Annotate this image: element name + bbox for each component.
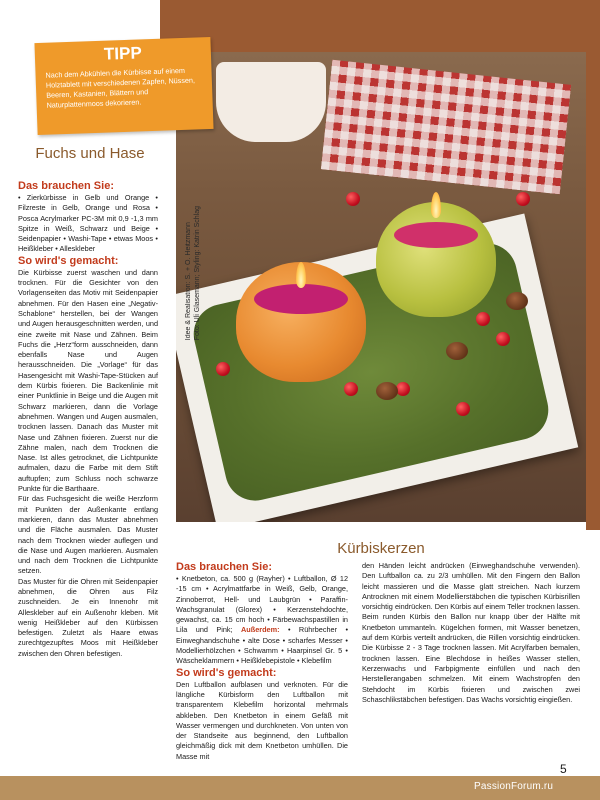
berry	[476, 312, 490, 326]
chestnut	[506, 292, 528, 310]
berry	[516, 192, 530, 206]
materials-text: • Knetbeton, ca. 500 g (Rayher) • Luftballon, Ø 12 -15 cm • Acrylmattfarbe in Weiß, Gelb, Orange, Zinnoberrot, Hell- und Laubgrün • Paraffin-Wachsgranulat (Glorex) • Kerzenstehdochte, gewachst, ca. 15 cm hoch • Färbewachspastillen in Lila und Pink; Außerdem: • Rührbecher • Einweghandschuhe • alte Dose • scharfes Messer • Modellierhölzchen • Schwamm • Haarpinsel Gr. 5 • Wäscheklammern • Heißklebepistole • Klebefilm	[176, 574, 349, 666]
candle-flame	[431, 192, 441, 218]
materials-heading: Das brauchen Sie:	[18, 180, 114, 192]
berry	[496, 332, 510, 346]
photo-credit: Idee & Realisation: S. + O. Heitzmann Foto: Uli Glasemann; Styling: Katrin Schlag	[185, 206, 201, 341]
photo-candles	[176, 52, 586, 522]
candle-wax	[254, 284, 348, 314]
howto-text: Den Luftballon aufblasen und verknoten. Für die längliche Kürbisform den Luftballon mit transparentem Klebefilm horizontal mehrmals abkleben. Den Knetbeton in einem Gefäß mit Wasser vermengen und durchkneten. Von unten von der Standseite aus beginnend, den Luftballon gleichmäßig dick mit dem Knetbeton umhüllen. Die Masse mit	[176, 679, 348, 761]
photo-tablecloth	[321, 60, 571, 194]
tip-box	[34, 37, 213, 135]
berry	[396, 382, 410, 396]
howto-text: den Händen leicht andrücken (Einweghandschuhe verwenden). Den Luftballon ca. zu 2/3 umhüllen. Mit den Fingern den Ballon leicht massieren und die Masse glatt streichen. Nach kurzem Antrocknen mit einem Modellierstäbchen die typischen Kürbisrillen vorsichtig eindrücken. Den Kürbis auf einem Teller trocknen lassen. Beim runden Kürbis den Ballon nur knapp über der Hälfte mit Knetbeton ummanteln. Kügelchen formen, mit Wasser benetzen, auf dem Kürbis verteilt andrücken, die Rillen vorsichtig eindrücken. Die Kürbisse 2 - 3 Tage trocknen lassen. Mit Acrylfarben bemalen, trocknen lassen. Eine Blechdose in heißes Wasser stellen, Kerzenwachs und Farbpigmente einfüllen und nach den Herstellerangaben schmelzen. Mit einem Wachstropfen den Stehdocht im Kürbis fixieren und zwischen zwei Schaschlikstäbchen befestigen. Das Wachs vorsichtig eingießen.	[362, 561, 580, 704]
materials-text: • Zierkürbisse in Gelb und Orange • Filzreste in Gelb, Orange und Rosa • Posca Acrylmarker PC-3M mit 0,9 -1,3 mm Spitze in Weiß, Schwarz und Beige • Seidenpapier • Washi-Tape • etwas Moos • Heißkleber • Alleskleber	[18, 193, 158, 254]
berry	[346, 192, 360, 206]
column-middle	[176, 561, 348, 762]
berry	[456, 402, 470, 416]
materials-extra-label: Außerdem:	[241, 625, 280, 635]
chestnut	[446, 342, 468, 360]
heading-fuchs-hase: Fuchs und Hase	[35, 145, 145, 162]
watermark: PassionForum.ru	[474, 781, 554, 792]
pumpkin-candle-green	[376, 202, 496, 317]
howto-heading: So wird's gemacht:	[18, 254, 119, 267]
header-band	[160, 0, 600, 52]
tip-title: TIPP	[103, 43, 143, 64]
candle-wax	[394, 222, 478, 248]
side-band	[586, 0, 600, 530]
berry	[216, 362, 230, 376]
howto-heading: So wird's gemacht:	[176, 666, 277, 679]
photo-cup	[216, 62, 326, 142]
materials-heading: Das brauchen Sie:	[176, 561, 272, 573]
berry	[344, 382, 358, 396]
howto-text: Die Kürbisse zuerst waschen und dann trocknen. Für die Gesichter von den Vorlagenseiten das Motiv mit Seidenpapier abnehmen. Für den Hasen eine „Negativ-Schablone“ herstellen, bei der Wangen und Augen herausgeschnitten werden, und eine zweite mit Nase und Zähnen. Beim Fuchs die „Herz“form ausschneiden, dann ebenfalls Nase und Augen herausschneiden. Die „Vorlage“ für das Hasengesicht mit Washi-Tape-Stücken auf dem Kürbis fixieren. Die Backenlinie mit einer Punktlinie in Beige und die Augen mit Schwarz markieren, dann die Vorlage abnehmen. Wangen und Augen ausmalen, trocknen lassen. Danach das Muster mit Nase und Zähnen fixieren. Zuerst nur die Zähne malen, nach dem Trocknen die Nase. Ist alles getrocknet, die Lichtpunkte aufmalen, dazu die Farbe mit dem Stift auftupfen; zum Schluss noch schwarze Punkte für die Barthaare.	[18, 267, 158, 494]
column-left	[18, 180, 158, 659]
heading-kuerbiskerzen: Kürbiskerzen	[337, 540, 425, 557]
chestnut	[376, 382, 398, 400]
howto-text: Für das Fuchsgesicht die weiße Herzform mit Punkten der Außenkante entlang markieren, dann das Muster abnehmen und die Fläche ausmalen. Das Muster nach dem Trocknen wieder auflegen und die Nase und Augen markieren. Ausmalen und nach dem Trocknen die Lichtpunkte setzen.	[18, 494, 158, 576]
howto-text: Das Muster für die Ohren mit Seidenpapier abnehmen, die Ohren aus Filz zuschneiden. Je ein Innenohr mit Alleskleber auf ein Außenohr kleben. Mit wenig Heißkleber auf den Kürbissen befestigen. Zuletzt als Haare etwas zurechtgezupftes Moos mit Heißkleber zwischen den Ohren befestigen.	[18, 576, 158, 658]
tip-text: Nach dem Abkühlen die Kürbisse auf einem Holztablett mit verschiedenen Zapfen, Nüssen, Beeren, Kastanien, Blättern und Naturplattenmoos dekorieren.	[45, 65, 196, 110]
column-right	[362, 561, 580, 705]
page-number: 5	[560, 762, 567, 776]
